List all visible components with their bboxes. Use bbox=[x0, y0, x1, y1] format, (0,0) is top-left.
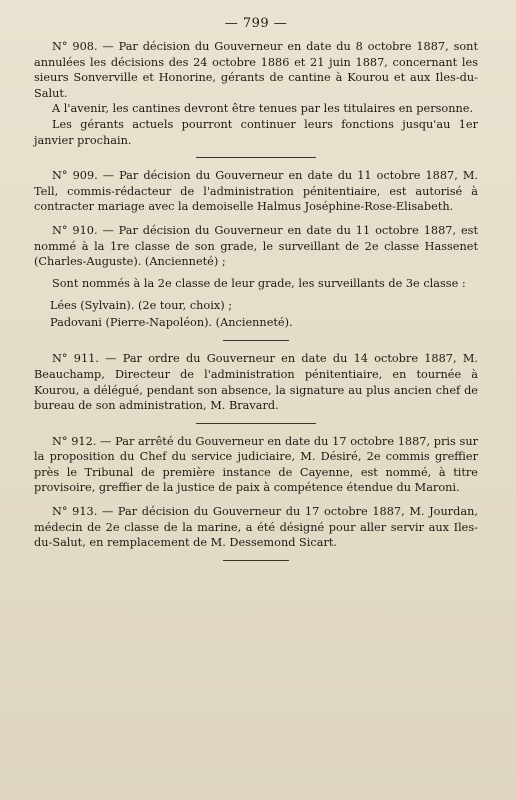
entry-910 bbox=[34, 223, 478, 331]
separator-rule bbox=[196, 157, 316, 158]
entry-908-para-2: A l'avenir, les cantines devront être tenues par les titulaires en personne. bbox=[52, 102, 474, 116]
entry-908-main: N° 908. — Par décision du Gouverneur en date du 8 octobre 1887, sont annulées les décisions des 24 octobre 1886 et 21 juin 1887, concernant les sieurs Sonverville et Honorine, gérants de cantine à Kourou et aux Iles-du-Salut. bbox=[34, 40, 478, 100]
separator-rule bbox=[196, 423, 316, 424]
list-item: Padovani (Pierre-Napoléon). (Ancienneté). bbox=[50, 316, 293, 330]
entry-912 bbox=[34, 434, 478, 496]
entry-913-main: N° 913. — Par décision du Gouverneur du 17 octobre 1887, M. Jourdan, médecin de 2e classe de la marine, a été désigné pour aller servir aux Iles-du-Salut, en remplacement de M. Dessemond Sicart. bbox=[34, 505, 478, 550]
entry-910-main: N° 910. — Par décision du Gouverneur en date du 11 octobre 1887, est nommé à la 1re classe de son grade, le surveillant de 2e classe Hassenet (Charles-Auguste). (Ancienneté) ; bbox=[34, 223, 478, 269]
list-item: Lées (Sylvain). (2e tour, choix) ; bbox=[50, 299, 233, 313]
entry-909 bbox=[34, 168, 478, 215]
entry-911 bbox=[34, 351, 478, 413]
entry-910-para-2: Sont nommés à la 2e classe de leur grade, les surveillants de 3e classe : bbox=[52, 276, 466, 290]
entry-908-para-3: Les gérants actuels pourront continuer leurs fonctions jusqu'au 1er janvier prochain. bbox=[34, 117, 478, 147]
entry-912-main: N° 912. — Par arrêté du Gouverneur en date du 17 octobre 1887, pris sur la proposition du Chef du service judiciaire, M. Désiré, 2e commis greffier près le Tribunal de première instance de Cayenne, est nommé, à titre provisoire, greffier de la justice de paix à compétence étendue du Maroni. bbox=[34, 434, 478, 495]
page-number: — 799 — bbox=[224, 16, 288, 31]
entry-908 bbox=[34, 39, 478, 148]
separator-rule bbox=[223, 560, 289, 561]
entry-909-main: N° 909. — Par décision du Gouverneur en date du 11 octobre 1887, M. Tell, commis-rédacteur de l'administration pénitentiaire, est autorisé à contracter mariage avec la demoiselle Halmus Joséphine-Rose-Elisabeth. bbox=[34, 169, 478, 214]
entry-913 bbox=[34, 504, 478, 551]
entry-911-main: N° 911. — Par ordre du Gouverneur en date du 14 octobre 1887, M. Beauchamp, Directeur de l'administration pénitentiaire, en tournée à Kourou, a délégué, pendant son absence, la signature au plus ancien chef de bureau de son administration, M. Bravard. bbox=[34, 352, 478, 413]
separator-rule bbox=[223, 340, 289, 341]
